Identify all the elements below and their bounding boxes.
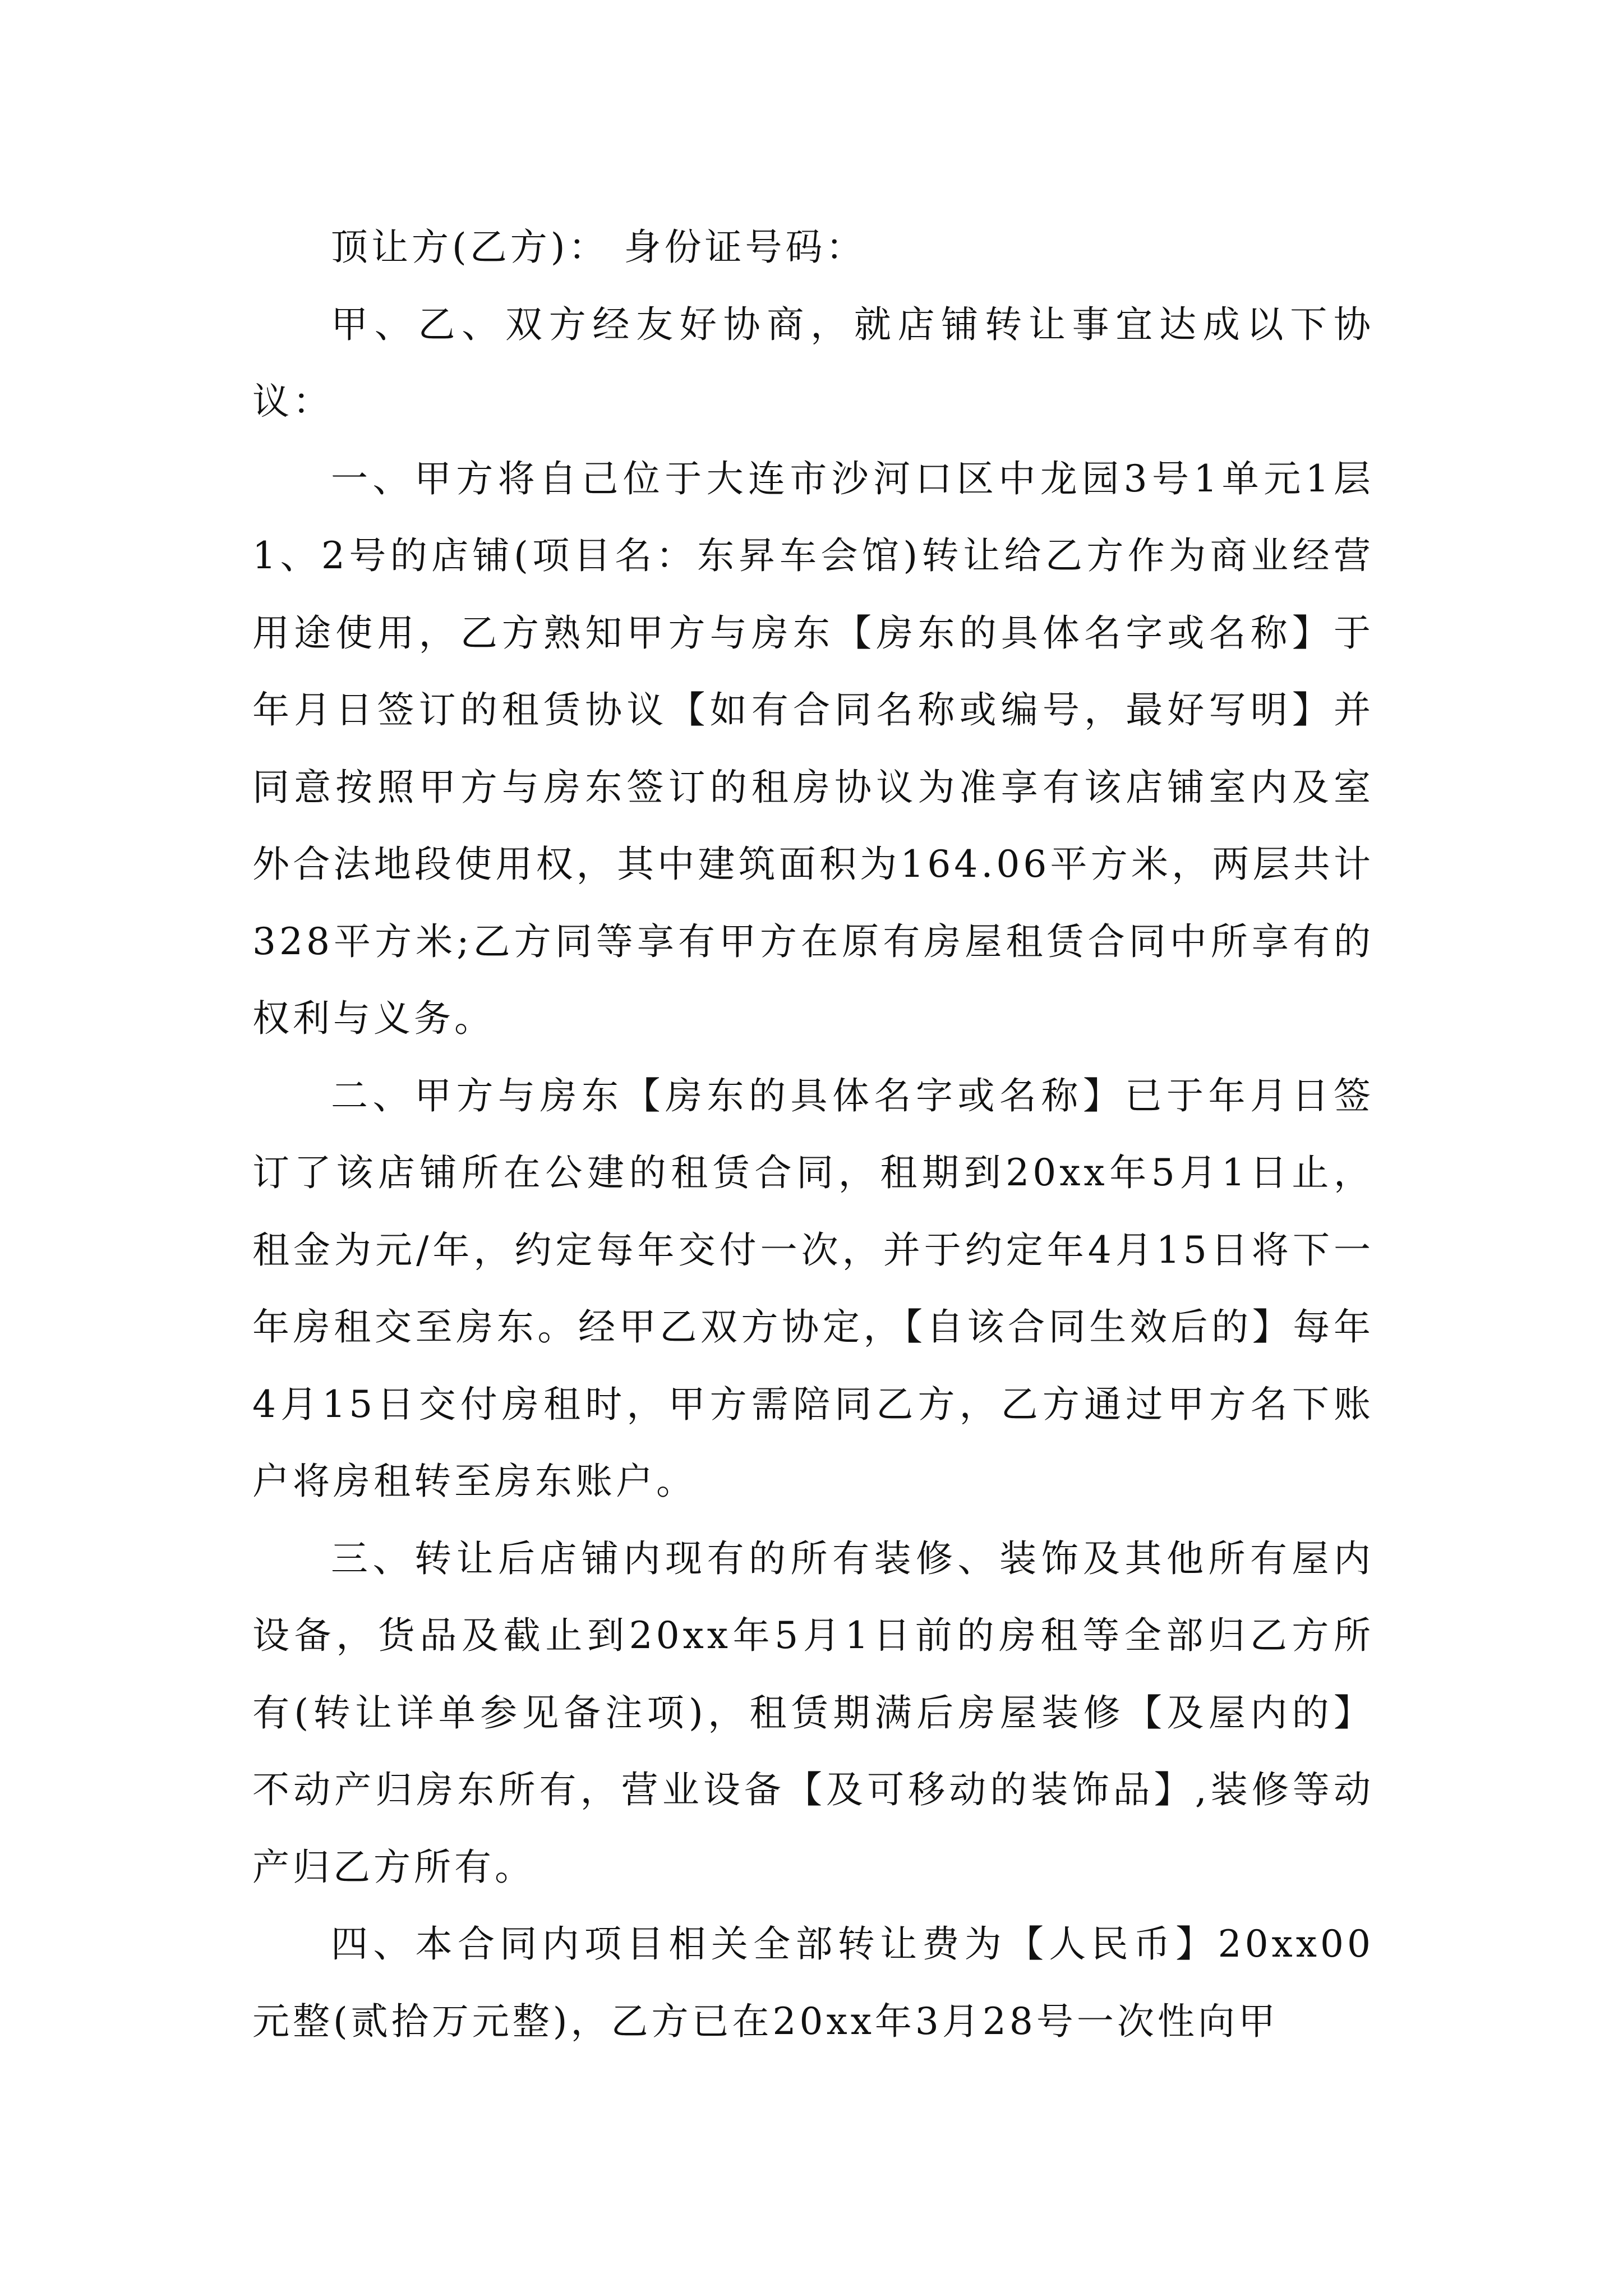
- paragraph-clause-2: 二、甲方与房东【房东的具体名字或名称】已于年月日签订了该店铺所在公建的租赁合同，租期到20xx年5月1日止，租金为元/年，约定每年交付一次，并于约定年4月15日将下一年房租交至房东。经甲乙双方协定，【自该合同生效后的】每年4月15日交付房租时，甲方需陪同乙方，乙方通过甲方名下账户将房租转至房东账户。: [252, 1074, 1374, 1503]
- paragraph-preamble: 甲、乙、双方经友好协商，就店铺转让事宜达成以下协议：: [252, 302, 1374, 423]
- paragraph-clause-1: 一、甲方将自己位于大连市沙河口区中龙园3号1单元1层1、2号的店铺(项目名：东昇车会馆)转让给乙方作为商业经营用途使用，乙方熟知甲方与房东【房东的具体名字或名称】于年月日签订的租赁协议【如有合同名称或编号，最好写明】并同意按照甲方与房东签订的租房协议为准享有该店铺室内及室外合法地段使用权，其中建筑面积为164.06平方米，两层共计328平方米;乙方同等享有甲方在原有房屋租赁合同中所享有的权利与义务。: [252, 457, 1374, 1040]
- paragraph-transferee-info: 顶让方(乙方)： 身份证号码：: [331, 226, 866, 269]
- document-body: [252, 209, 1374, 2060]
- paragraph-clause-4: 四、本合同内项目相关全部转让费为【人民币】20xx00元整(贰拾万元整)，乙方已在20xx年3月28号一次性向甲: [252, 1922, 1374, 2043]
- paragraph-clause-3: 三、转让后店铺内现有的所有装修、装饰及其他所有屋内设备，货品及截止到20xx年5月1日前的房租等全部归乙方所有(转让详单参见备注项)，租赁期满后房屋装修【及屋内的】不动产归房东所有，营业设备【及可移动的装饰品】,装修等动产归乙方所有。: [252, 1536, 1374, 1889]
